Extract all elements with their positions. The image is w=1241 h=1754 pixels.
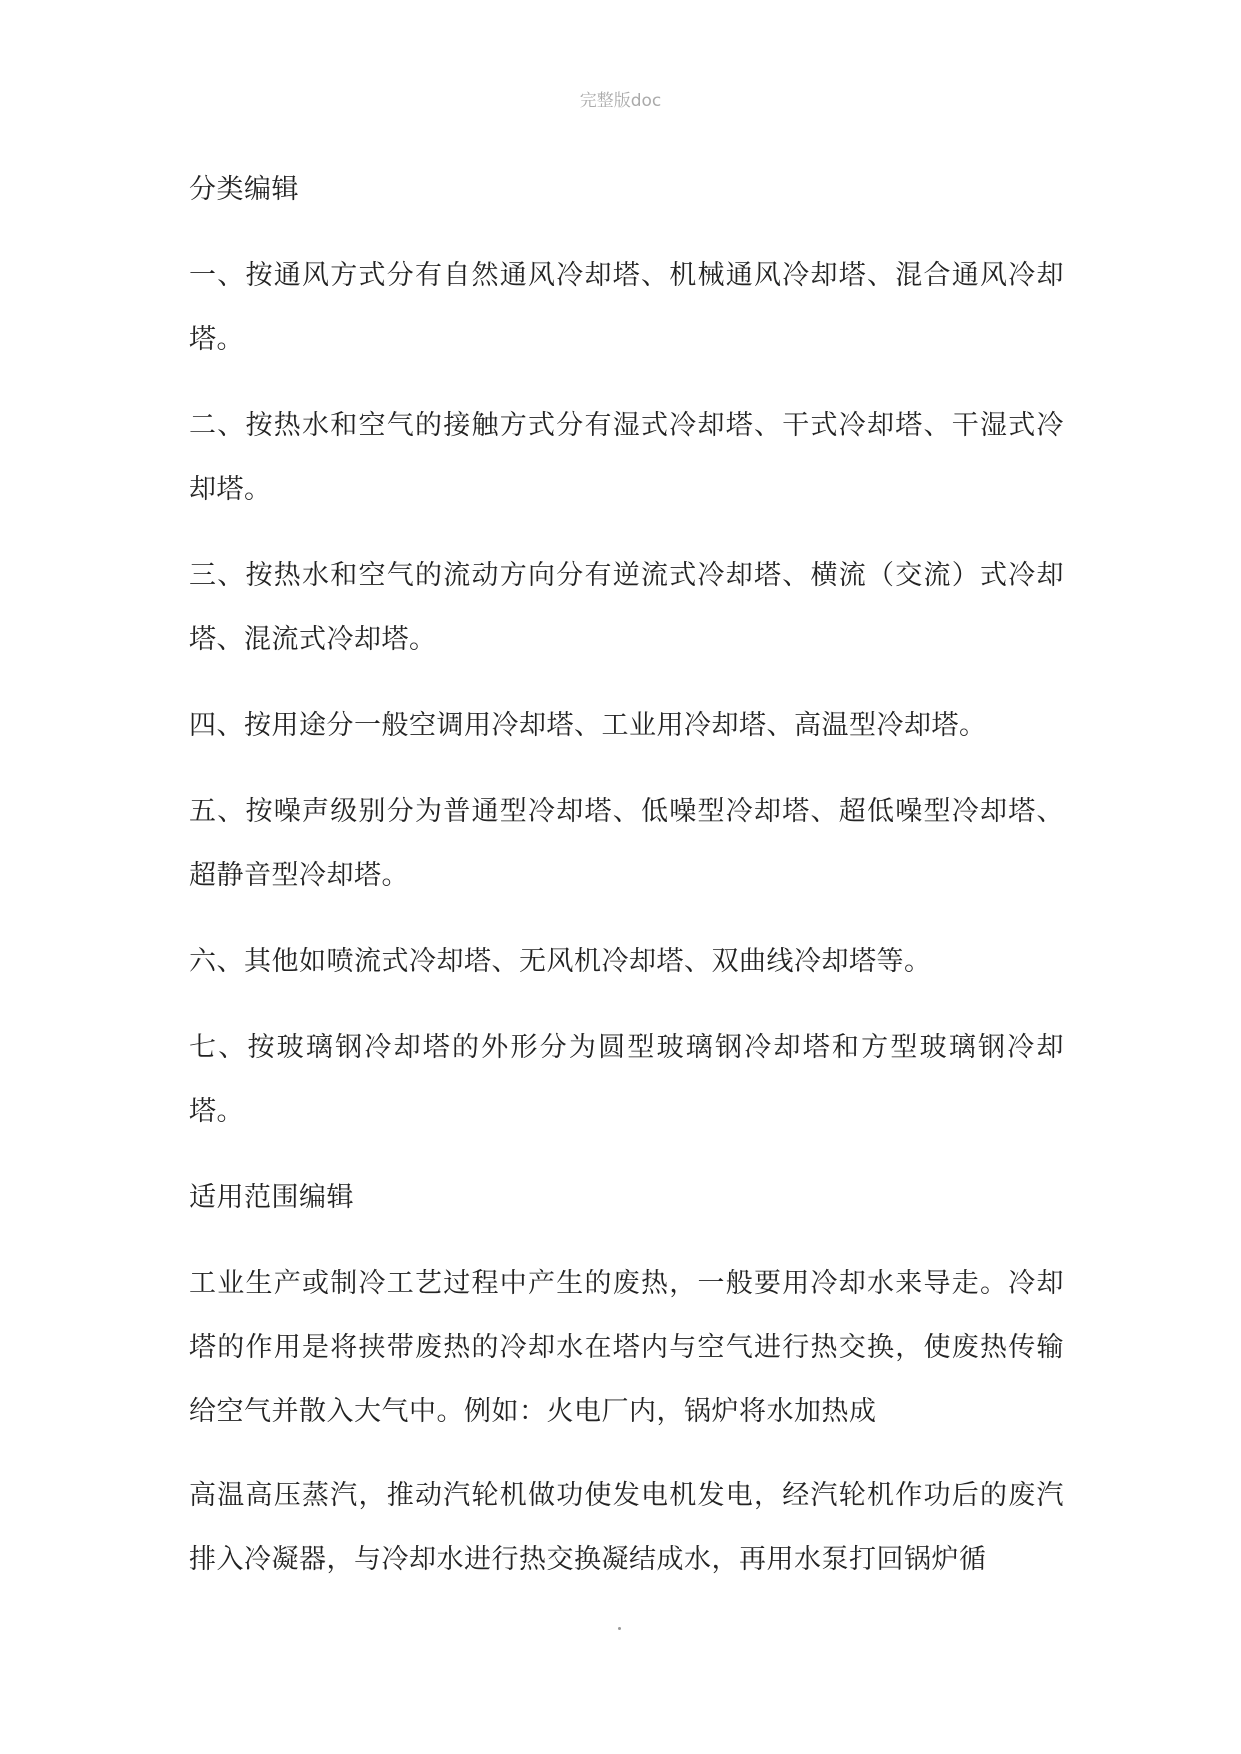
- footer-dot-mark: [618, 1627, 621, 1630]
- paragraph-item-1: 一、按通风方式分有自然通风冷却塔、机械通风冷却塔、混合通风冷却塔。: [189, 260, 1064, 355]
- paragraph-item-7: 七、按玻璃钢冷却塔的外形分为圆型玻璃钢冷却塔和方型玻璃钢冷却塔。: [189, 1032, 1064, 1127]
- paragraph-scope-1: 工业生产或制冷工艺过程中产生的废热，一般要用冷却水来导走。冷却塔的作用是将挟带废热的冷却水在塔内与空气进行热交换，使废热传输给空气并散入大气中。例如：火电厂内，锅炉将水加热成: [189, 1268, 1064, 1427]
- paragraph-item-3: 三、按热水和空气的流动方向分有逆流式冷却塔、横流（交流）式冷却塔、混流式冷却塔。: [189, 560, 1064, 655]
- paragraph-item-5: 五、按噪声级别分为普通型冷却塔、低噪型冷却塔、超低噪型冷却塔、超静音型冷却塔。: [189, 796, 1064, 891]
- section-heading-classification: 分类编辑: [189, 174, 299, 205]
- paragraph-scope-2: 高温高压蒸汽，推动汽轮机做功使发电机发电，经汽轮机作功后的废汽排入冷凝器，与冷却水进行热交换凝结成水，再用水泵打回锅炉循: [189, 1480, 1064, 1575]
- page-header: 完整版doc: [579, 91, 662, 111]
- paragraph-item-4: 四、按用途分一般空调用冷却塔、工业用冷却塔、高温型冷却塔。: [189, 710, 987, 741]
- paragraph-item-2: 二、按热水和空气的接触方式分有湿式冷却塔、干式冷却塔、干湿式冷却塔。: [189, 410, 1064, 505]
- document-body: [189, 158, 1064, 1614]
- section-heading-scope: 适用范围编辑: [189, 1182, 354, 1213]
- paragraph-item-6: 六、其他如喷流式冷却塔、无风机冷却塔、双曲线冷却塔等。: [189, 946, 932, 977]
